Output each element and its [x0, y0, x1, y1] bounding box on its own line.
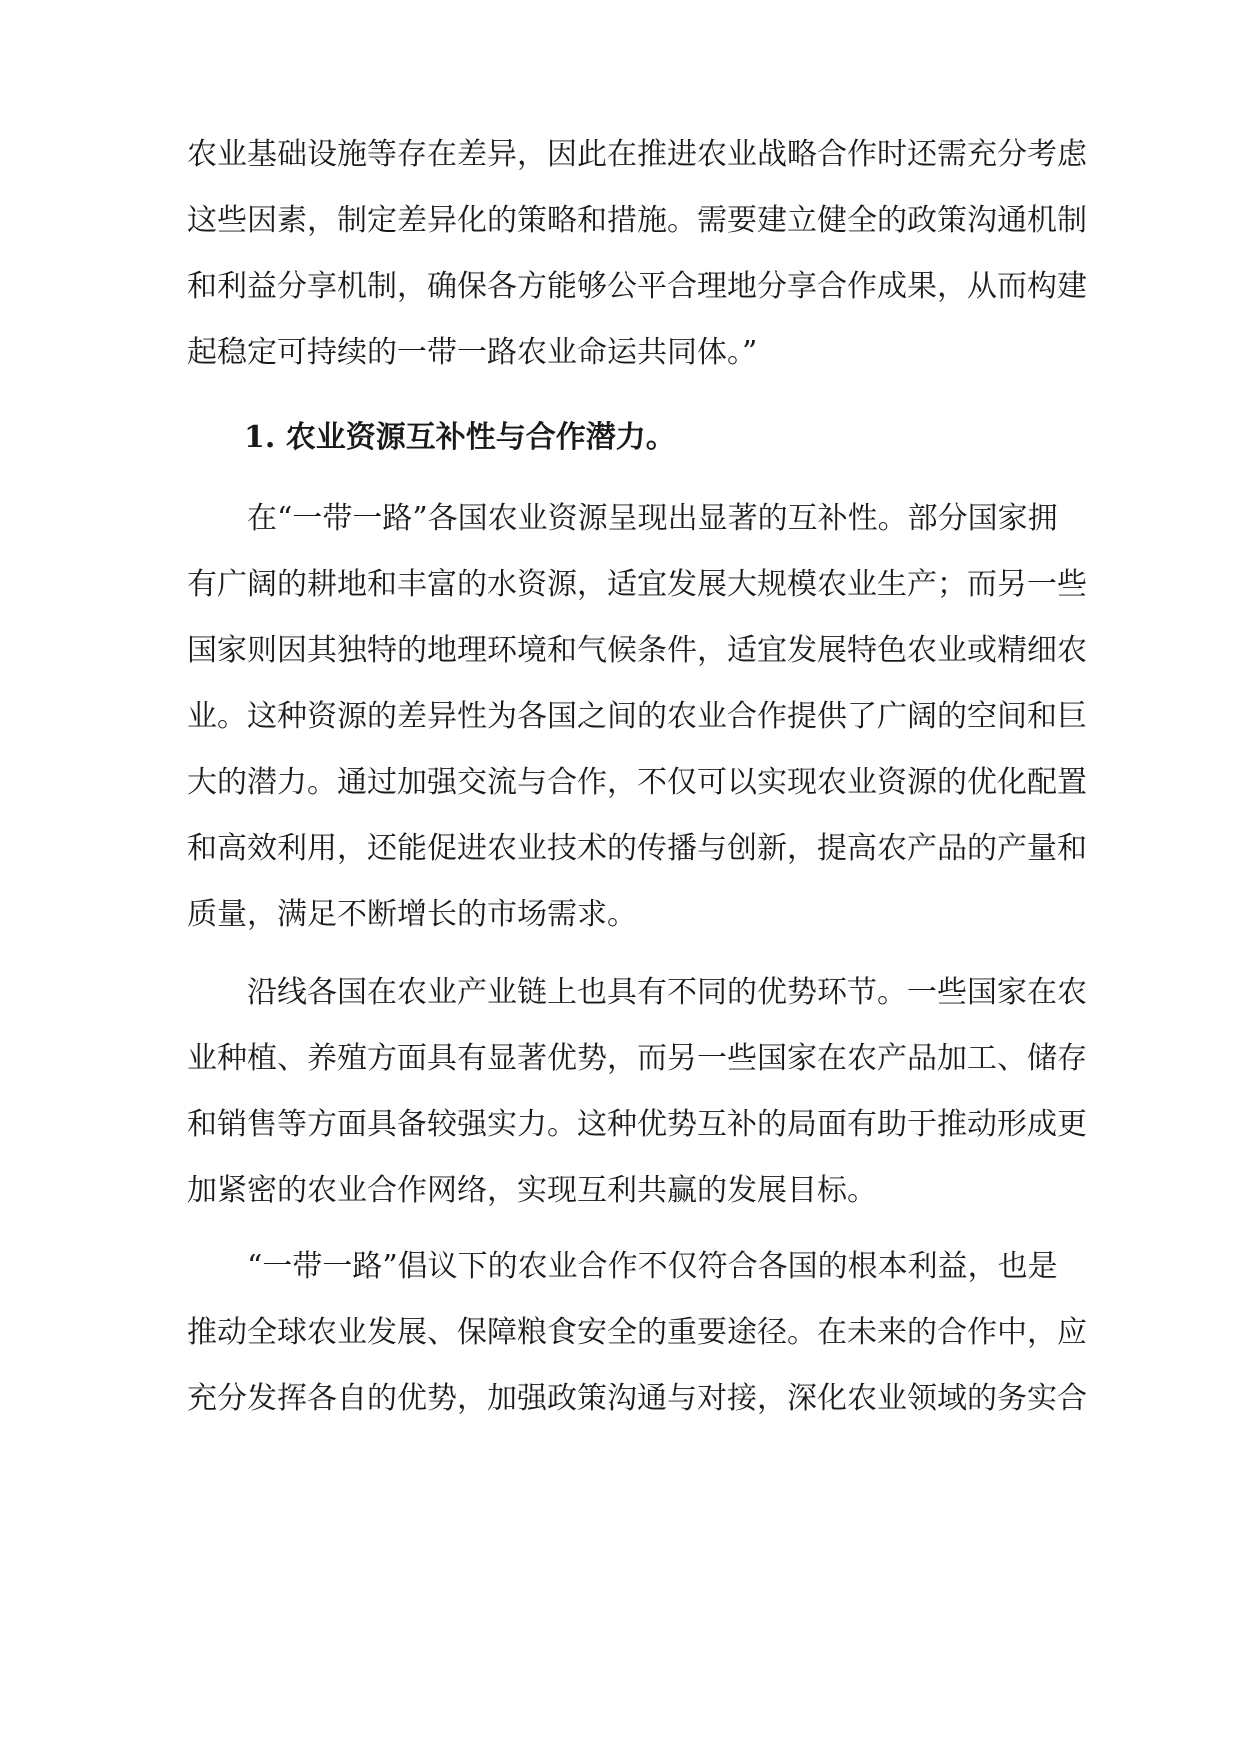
paragraph-1-line-7: 质量，满足不断增长的市场需求。	[187, 897, 637, 932]
intro-line-2: 这些因素，制定差异化的策略和措施。需要建立健全的政策沟通机制	[187, 203, 1087, 238]
paragraph-3-line-2: 推动全球农业发展、保障粮食安全的重要途径。在未来的合作中，应	[187, 1315, 1087, 1350]
paragraph-1-line-4: 业。这种资源的差异性为各国之间的农业合作提供了广阔的空间和巨	[187, 699, 1087, 734]
paragraph-2-line-4: 加紧密的农业合作网络，实现互利共赢的发展目标。	[187, 1173, 877, 1208]
paragraph-1-line-1: 在“一带一路”各国农业资源呈现出显著的互补性。部分国家拥	[247, 501, 1058, 536]
paragraph-1-line-6: 和高效利用，还能促进农业技术的传播与创新，提高农产品的产量和	[187, 831, 1087, 866]
paragraph-2-line-2: 业种植、养殖方面具有显著优势，而另一些国家在农产品加工、储存	[187, 1041, 1087, 1076]
paragraph-1-line-2: 有广阔的耕地和丰富的水资源，适宜发展大规模农业生产；而另一些	[187, 567, 1087, 602]
paragraph-3-line-1: “一带一路”倡议下的农业合作不仅符合各国的根本利益，也是	[247, 1249, 1058, 1284]
paragraph-2-line-3: 和销售等方面具备较强实力。这种优势互补的局面有助于推动形成更	[187, 1107, 1087, 1142]
paragraph-1-line-3: 国家则因其独特的地理环境和气候条件，适宜发展特色农业或精细农	[187, 633, 1087, 668]
section-heading: 1. 农业资源互补性与合作潜力。	[244, 420, 676, 455]
intro-line-3: 和利益分享机制，确保各方能够公平合理地分享合作成果，从而构建	[187, 269, 1087, 304]
intro-line-1: 农业基础设施等存在差异，因此在推进农业战略合作时还需充分考虑	[187, 137, 1087, 172]
paragraph-2-line-1: 沿线各国在农业产业链上也具有不同的优势环节。一些国家在农	[247, 975, 1087, 1010]
intro-line-4: 起稳定可持续的一带一路农业命运共同体。”	[187, 335, 758, 370]
paragraph-1-line-5: 大的潜力。通过加强交流与合作，不仅可以实现农业资源的优化配置	[187, 765, 1087, 800]
paragraph-3-line-3: 充分发挥各自的优势，加强政策沟通与对接，深化农业领域的务实合	[187, 1381, 1087, 1416]
